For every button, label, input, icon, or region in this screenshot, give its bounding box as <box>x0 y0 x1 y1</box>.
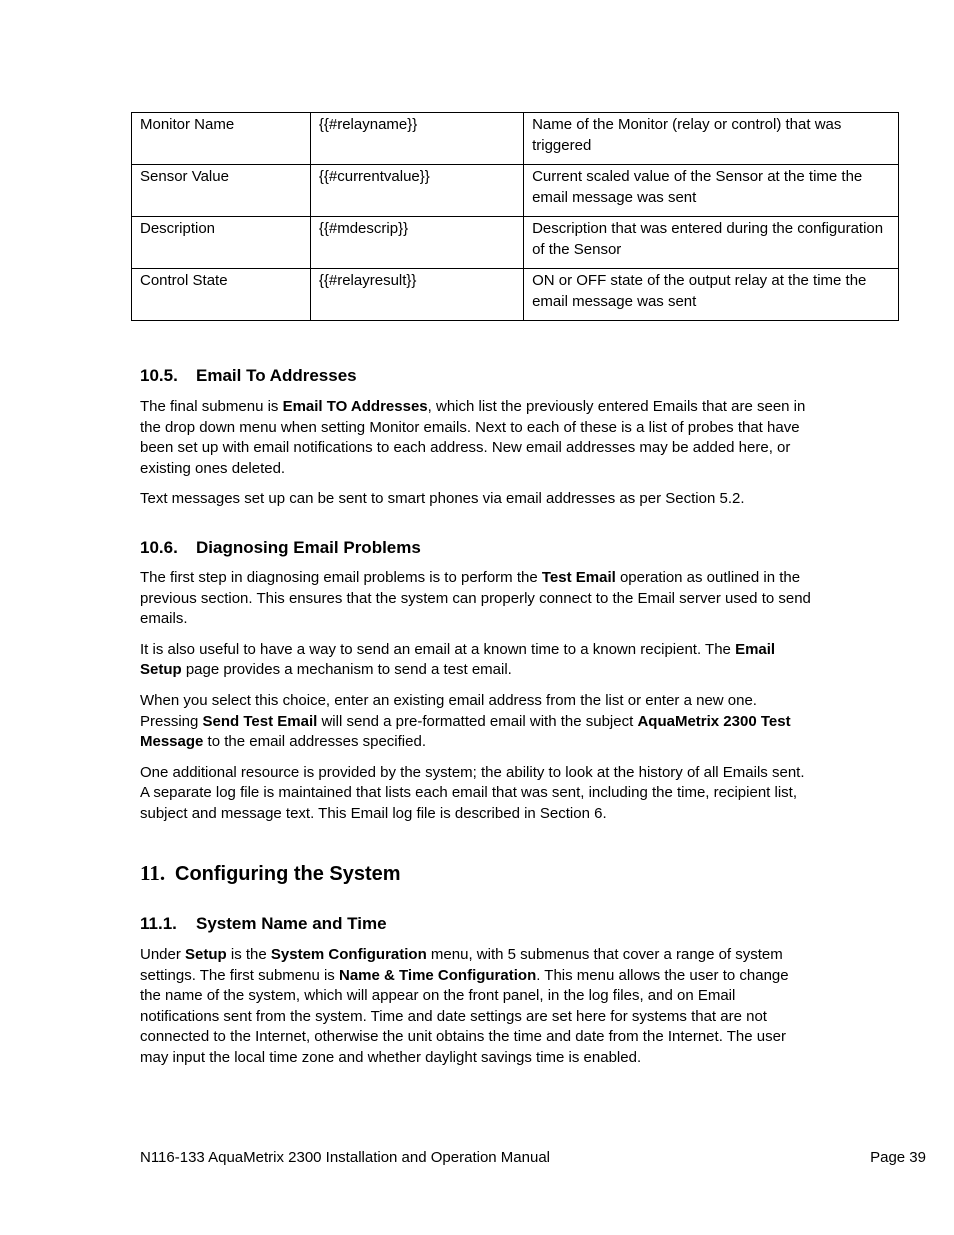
section-title: Email To Addresses <box>196 366 357 385</box>
section-heading-11-1 <box>140 914 387 934</box>
table-cell-description: Description that was entered during the configuration of the Sensor <box>524 217 899 269</box>
section-number: 10.6. <box>140 538 178 557</box>
text: . This menu allows the user to change the name of the system, which will appear on the front panel, in the log files, and on Email notifications sent from the system. Time and date settings are set here for systems that are not connected to the Internet, otherwise the unit obtains the time and date from the Internet. The user may input the local time zone and whether daylight savings time is enabled. <box>140 966 789 1066</box>
bold-text: Email TO Addresses <box>282 398 428 415</box>
text: The first step in diagnosing email problems is to perform the <box>140 569 542 586</box>
table-row <box>132 165 899 217</box>
bold-text: Test Email <box>541 569 616 586</box>
section-heading-10-5 <box>140 366 357 386</box>
chapter-heading-11 <box>140 861 401 886</box>
table-cell-description: Current scaled value of the Sensor at the time the email message was sent <box>524 165 899 217</box>
bold-text: Email Setup <box>140 640 776 679</box>
table-cell-description: Name of the Monitor (relay or control) that was triggered <box>524 113 899 165</box>
table-cell-tag: {{#relayresult}} <box>310 269 523 321</box>
footer-page-number: Page 39 <box>870 1149 926 1166</box>
email-variables-table <box>131 112 899 321</box>
table-cell-name: Control State <box>132 269 311 321</box>
table-row <box>132 217 899 269</box>
paragraph: One additional resource is provided by the system; the ability to look at the history of all Emails sent. A separate log file is maintained that lists each email that was sent, including the time, recipient list, subject and message text. This Email log file is described in Section 6. <box>140 763 805 822</box>
bold-text: AquaMetrix 2300 Test Message <box>140 712 791 751</box>
text: to the email addresses specified. <box>203 733 426 751</box>
table-row <box>132 113 899 165</box>
text: operation as outlined in the previous section. This ensures that the system can properly connect to the Email server used to send emails. <box>140 569 811 628</box>
bold-text: Name & Time Configuration <box>338 966 537 984</box>
table-row <box>132 269 899 321</box>
text: menu, with 5 submenus that cover a range of system settings. The first submenu is <box>140 946 783 984</box>
text: It is also useful to have a way to send an email at a known time to a known recipient. The <box>140 640 736 658</box>
table-cell-name: Monitor Name <box>132 113 311 165</box>
table-cell-name: Description <box>132 217 311 269</box>
paragraph <box>140 640 812 681</box>
paragraph <box>140 397 812 479</box>
paragraph <box>140 691 812 753</box>
section-number: 11.1. <box>140 914 177 933</box>
text: , which list the previously entered Emails that are seen in the drop down menu when setting Monitor emails. Next to each of these is a list of probes that have been set up with email notifications to each address. New email addresses may be added here, or existing ones deleted. <box>140 398 806 477</box>
text: When you select this choice, enter an existing email address from the list or enter a new one. Pressing <box>140 691 757 730</box>
paragraph <box>140 945 812 1069</box>
table-cell-tag: {{#relayname}} <box>310 113 523 165</box>
bold-text: Send Test Email <box>202 712 318 730</box>
bold-text: Setup <box>185 946 227 963</box>
section-title: Diagnosing Email Problems <box>196 538 421 557</box>
chapter-number: 11. <box>140 861 166 885</box>
table-cell-tag: {{#currentvalue}} <box>310 165 523 217</box>
section-number: 10.5. <box>140 366 178 385</box>
text: will send a pre-formatted email with the subject <box>317 712 638 730</box>
text: The final submenu is <box>140 398 283 415</box>
paragraph: Text messages set up can be sent to smart phones via email addresses as per Section 5.2. <box>140 490 745 508</box>
section-heading-10-6 <box>140 538 421 558</box>
paragraph <box>140 568 812 630</box>
section-10-5-body <box>140 397 812 510</box>
chapter-title: Configuring the System <box>175 863 401 885</box>
section-title: System Name and Time <box>196 914 387 933</box>
table-cell-description: ON or OFF state of the output relay at the time the email message was sent <box>524 269 899 321</box>
text: Under <box>140 946 186 963</box>
section-11-1-body <box>140 945 812 1069</box>
table-cell-tag: {{#mdescrip}} <box>310 217 523 269</box>
text: is the <box>226 946 271 963</box>
section-10-6-body <box>140 568 812 825</box>
bold-text: System Configuration <box>270 946 427 963</box>
text: page provides a mechanism to send a test email. <box>181 661 512 679</box>
footer-document-title: N116-133 AquaMetrix 2300 Installation and Operation Manual <box>140 1149 550 1166</box>
table-cell-name: Sensor Value <box>132 165 311 217</box>
